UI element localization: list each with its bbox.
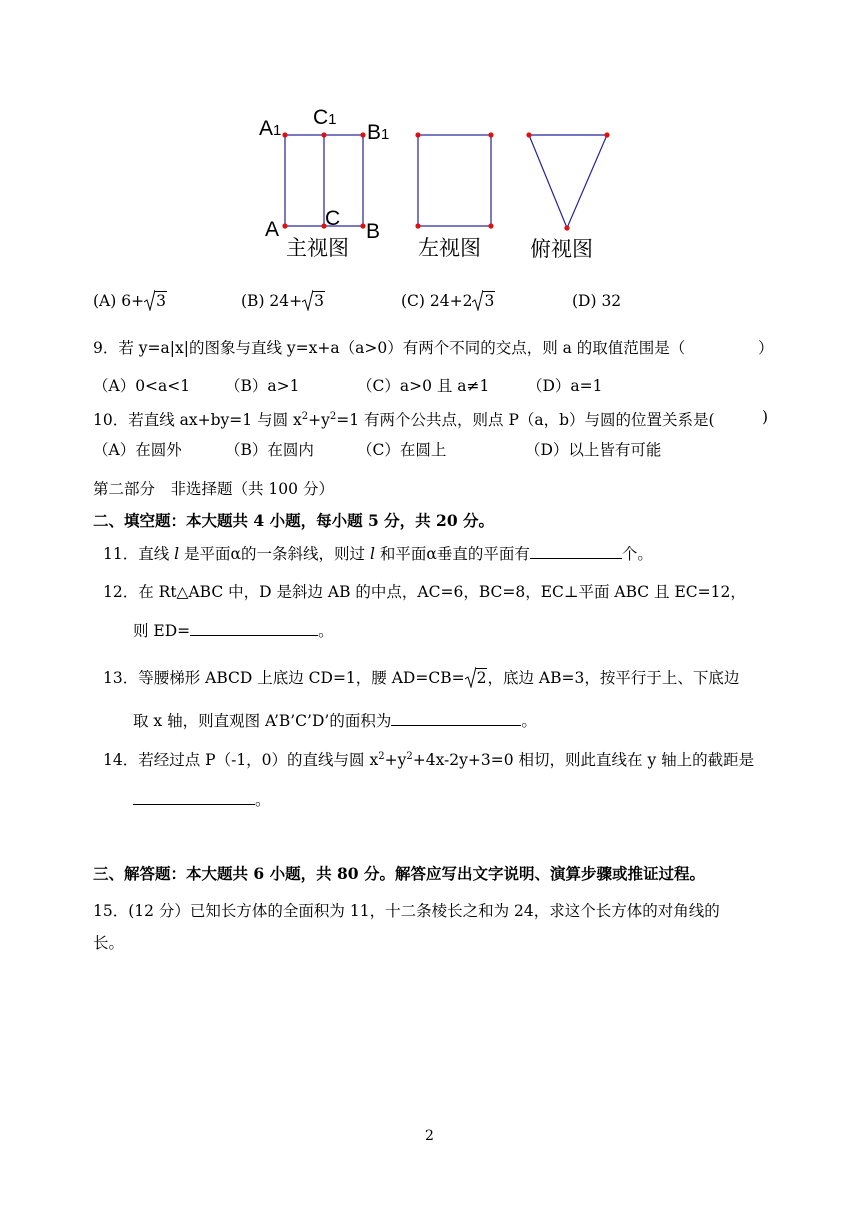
side-point (415, 223, 420, 228)
q10-option-b: （B）在圆内 (225, 441, 314, 459)
q8-option-d: (D) 32 (572, 292, 622, 310)
q12-answer-blank[interactable] (190, 621, 318, 636)
q10-option-a: （A）在圆外 (93, 441, 182, 459)
part2-heading: 第二部分 非选择题（共 100 分） (93, 480, 334, 498)
q15-line2: 长。 (93, 934, 125, 952)
top-point (564, 225, 569, 230)
q14-line1: 14．若经过点 P（-1，0）的直线与圆 $x^2+y^2+4x-2y+3=0$ 相切，则此直线在 y 轴上的截距是 (103, 751, 755, 769)
q11: 11．直线 l 是平面α的一条斜线，则过 l 和平面α垂直的平面有 个。 (103, 545, 653, 563)
q12-line2: 则 ED= 。 (133, 622, 334, 640)
q14-line2: 。 (133, 788, 271, 810)
point-c1 (321, 132, 326, 137)
q13-answer-blank[interactable] (391, 711, 521, 726)
caption-front-view: 主视图 (286, 236, 349, 260)
point-b1 (360, 132, 365, 137)
label-b1: B1 (367, 121, 390, 144)
q12-line1: 12．在 Rt△ABC 中，D 是斜边 AB 的中点，AC=6，BC=8，EC⊥平面 ABC 且 EC=12， (103, 583, 746, 601)
q9-close-paren: ） (758, 339, 774, 357)
caption-top-view: 俯视图 (530, 237, 593, 261)
side-point (415, 132, 420, 137)
section2-heading: 二、填空题：本大题共 4 小题，每小题 5 分，共 20 分。 (93, 511, 495, 530)
side-point (488, 132, 493, 137)
label-a1: A1 (259, 117, 282, 140)
side-point (488, 223, 493, 228)
q15-line1: 15．(12 分）已知长方体的全面积为 11，十二条棱长之和为 24，求这个长方体的对角线的 (93, 902, 720, 920)
q11-answer-blank[interactable] (530, 544, 622, 559)
q9-stem: 9．若 y=a|x|的图象与直线 y=x+a（a>0）有两个不同的交点，则 a 的取值范围是（ (93, 339, 686, 357)
side-view-outline (418, 135, 491, 226)
point-a (282, 223, 287, 228)
label-c1: C1 (313, 106, 337, 129)
top-point (604, 132, 609, 137)
q10-close-paren: ) (762, 408, 769, 426)
q9-option-b: （B）a>1 (225, 377, 300, 395)
point-b (360, 223, 365, 228)
label-b: B (366, 220, 381, 243)
label-c: C (325, 207, 341, 230)
q9-option-a: （A）0<a<1 (93, 377, 191, 395)
top-point (526, 132, 531, 137)
q9-option-d: （D）a=1 (527, 377, 603, 395)
q10-option-c: （C）在圆上 (357, 441, 447, 459)
label-a: A (265, 218, 280, 241)
q8-option-b: (B) 24+ 3 (241, 292, 324, 310)
q9-option-c: （C）a>0 且 a≠1 (357, 377, 490, 395)
q8-option-a: (A) 6+ 3 (93, 292, 166, 310)
caption-side-view: 左视图 (418, 236, 481, 260)
point-a1 (282, 132, 287, 137)
q8-option-c: (C) 24+2 3 (401, 292, 495, 310)
page-number: 2 (425, 1128, 434, 1144)
section3-heading: 三、解答题：本大题共 6 小题，共 80 分。解答应写出文字说明、演算步骤或推证过程。 (93, 864, 705, 883)
q10-stem: 10．若直线 ax+by=1 与圆 $x^2+y^2=1$ 有两个公共点，则点 P（a，b）与圆的位置关系是( (93, 411, 715, 429)
q13-line1: 13．等腰梯形 ABCD 上底边 CD=1，腰 AD=CB= 2，底边 AB=3，按平行于上、下底边 (103, 669, 740, 687)
q10-option-d: （D）以上皆有可能 (525, 441, 662, 459)
q14-answer-blank[interactable] (133, 790, 255, 805)
top-view-triangle (529, 135, 607, 228)
q13-line2: 取 x 轴，则直观图 A’B’C’D’的面积为 。 (133, 712, 537, 730)
